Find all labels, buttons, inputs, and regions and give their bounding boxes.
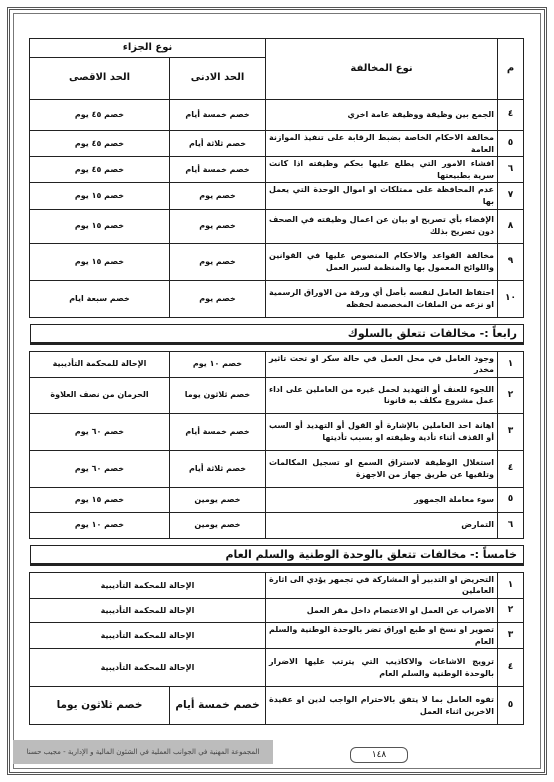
table-row <box>30 450 524 487</box>
table-row <box>30 131 524 157</box>
table-row <box>30 183 524 209</box>
table-row <box>29 622 523 648</box>
penalty-max: خصم سبعة ايام <box>30 280 170 317</box>
violation-description: وجود العامل في محل العمل في حالة سكر او تحت تاثير مخدر <box>266 351 498 377</box>
penalty-min: خصم يومين <box>170 487 266 512</box>
violation-description: اللجوء للعنف أو التهديد لحمل غيره من العاملين على اداء عمل مشروع مكلف به قانونا <box>266 377 498 413</box>
violation-description: سوء معاملة الجمهور <box>266 487 498 512</box>
row-number: ١ <box>498 572 524 598</box>
penalty-max: الحرمان من نصف العلاوة <box>30 377 170 413</box>
penalty-referral: الإحالة للمحكمة التأديبية <box>29 572 265 598</box>
table-row <box>30 157 524 183</box>
table-row <box>30 209 524 243</box>
penalty-min: خصم يوم <box>170 183 266 209</box>
penalty-max: خصم ثلاثون يوما <box>29 687 169 725</box>
violation-description: احتفاظ العامل لنفسه بأصل أي ورقة من الاوراق الرسمية او نزعه من الملفات المخصصة لحفظه <box>266 280 498 317</box>
table-row <box>30 377 524 413</box>
row-number: ٥ <box>498 687 524 725</box>
col-max-header: الحد الاقصى <box>30 58 170 100</box>
violation-description: اهانة احد العاملين بالإشارة أو القول أو التهديد أو السب أو القذف أثناء تأدية وظيفته او بسبب تأديتها <box>266 413 498 450</box>
table-row <box>30 243 524 280</box>
table-row <box>30 280 524 317</box>
page-number: ١٤٨ <box>350 747 408 763</box>
penalty-min: خصم يوم <box>170 280 266 317</box>
violation-description: استغلال الوظيفة لاستراق السمع او تسجيل المكالمات وتلقيها عن طريق جهاز من الاجهزة <box>266 450 498 487</box>
row-number: ٢ <box>498 598 524 622</box>
penalty-max: خصم ١٥ يوم <box>30 209 170 243</box>
penalty-max: خصم ١٥ يوم <box>30 243 170 280</box>
violation-description: عدم المحافظة على ممتلكات او اموال الوحدة التي يعمل بها <box>266 183 498 209</box>
row-number: ٤ <box>498 100 524 131</box>
violation-description: مخالفة الاحكام الخاصة بضبط الرقابة على تنفيذ الموازنة العامة <box>266 131 498 157</box>
violation-description: ترويج الاشاعات والاكاذيب التي يترتب عليها الاضرار بالوحدة الوطنية والسلم العام <box>266 649 498 687</box>
row-number: ١٠ <box>498 280 524 317</box>
row-number: ٥ <box>498 131 524 157</box>
col-number-header: م <box>498 39 524 100</box>
col-penalty-header: نوع الجزاء <box>30 39 266 58</box>
table-row <box>30 487 524 512</box>
table-row <box>30 512 524 538</box>
penalty-max: خصم ٤٥ يوم <box>30 131 170 157</box>
penalty-min: خصم خمسة أيام <box>170 100 266 131</box>
row-number: ٨ <box>498 209 524 243</box>
violation-description: الجمع بين وظيفة ووظيفة عامة اخري <box>266 100 498 131</box>
violation-description: التمارض <box>266 512 498 538</box>
penalty-min: خصم خمسة أيام <box>170 687 266 725</box>
penalty-max: خصم ٤٥ يوم <box>30 100 170 131</box>
penalty-min: خصم ثلاثة أيام <box>170 450 266 487</box>
publisher-footer: المجموعة المهنية في الجوانب العملية في الشئون المالية و الإدارية - مجيب حسنا <box>13 740 273 764</box>
penalty-referral: الإحالة للمحكمة التأديبية <box>29 622 265 648</box>
penalty-referral: الإحالة للمحكمة التأديبية <box>29 598 265 622</box>
row-number: ٤ <box>498 450 524 487</box>
penalty-min: خصم ثلاثة أيام <box>170 131 266 157</box>
row-number: ٣ <box>498 622 524 648</box>
penalty-min: خصم يوم <box>170 243 266 280</box>
row-number: ٦ <box>498 512 524 538</box>
table-row <box>30 413 524 450</box>
penalty-max: الإحالة للمحكمة التأديبية <box>30 351 170 377</box>
violation-description: افشاء الامور التي يطلع عليها بحكم وظيفته اذا كانت سرية بطبيعتها <box>266 157 498 183</box>
row-number: ١ <box>498 351 524 377</box>
table-row <box>29 649 523 687</box>
col-violation-header: نوع المخالفة <box>266 39 498 100</box>
row-number: ٤ <box>498 649 524 687</box>
row-number: ٣ <box>498 413 524 450</box>
table-row <box>29 687 523 725</box>
penalty-max: خصم ٤٥ يوم <box>30 157 170 183</box>
penalty-min: خصم خمسة أيام <box>170 413 266 450</box>
row-number: ٧ <box>498 183 524 209</box>
penalty-min: خصم ١٠ يوم <box>170 351 266 377</box>
violation-description: مخالفة القواعد والاحكام المنصوص عليها في القوانين واللوائح المعمول بها والمنظمة لسير العمل <box>266 243 498 280</box>
row-number: ٥ <box>498 487 524 512</box>
penalty-max: خصم ١٥ يوم <box>30 183 170 209</box>
penalty-min: خصم خمسة أيام <box>170 157 266 183</box>
penalty-max: خصم ١٠ يوم <box>30 512 170 538</box>
section-heading-conduct: رابعاً :- مخالفات تتعلق بالسلوك <box>30 324 524 345</box>
row-number: ٦ <box>498 157 524 183</box>
violation-description: الاضراب عن العمل او الاعتصام داخل مقر العمل <box>266 598 498 622</box>
penalty-max: خصم ١٥ يوم <box>30 487 170 512</box>
violation-description: تصوير او نسخ او طبع اوراق تضر بالوحدة الوطنية والسلم العام <box>266 622 498 648</box>
violations-table-conduct <box>29 351 524 539</box>
violations-table-general <box>29 38 524 318</box>
violation-description: التحريض او التدبير أو المشاركة في تجمهر يؤدي الى اثارة العاملين <box>266 572 498 598</box>
row-number: ٩ <box>498 243 524 280</box>
penalty-min: خصم يومين <box>170 512 266 538</box>
penalty-referral: الإحالة للمحكمة التأديبية <box>29 649 265 687</box>
col-min-header: الحد الادنى <box>170 58 266 100</box>
table-row <box>29 572 523 598</box>
penalty-max: خصم ٦٠ يوم <box>30 413 170 450</box>
violation-description: الإفضاء بأي تصريح او بيان عن اعمال وظيفته في الصحف دون تصريح بذلك <box>266 209 498 243</box>
violation-description: تفوه العامل بما لا يتفق بالاحترام الواجب لدين او عقيدة الاخرين اثناء العمل <box>266 687 498 725</box>
document-body <box>30 38 524 725</box>
table-row <box>30 351 524 377</box>
penalty-max: خصم ٦٠ يوم <box>30 450 170 487</box>
penalty-min: خصم ثلاثون يوما <box>170 377 266 413</box>
penalty-min: خصم يوم <box>170 209 266 243</box>
violations-table-national-unity <box>29 572 524 725</box>
row-number: ٢ <box>498 377 524 413</box>
section-heading-national-unity: خامساً :- مخالفات تتعلق بالوحدة الوطنية والسلم العام <box>30 545 524 566</box>
table-row <box>29 598 523 622</box>
table-row <box>30 100 524 131</box>
